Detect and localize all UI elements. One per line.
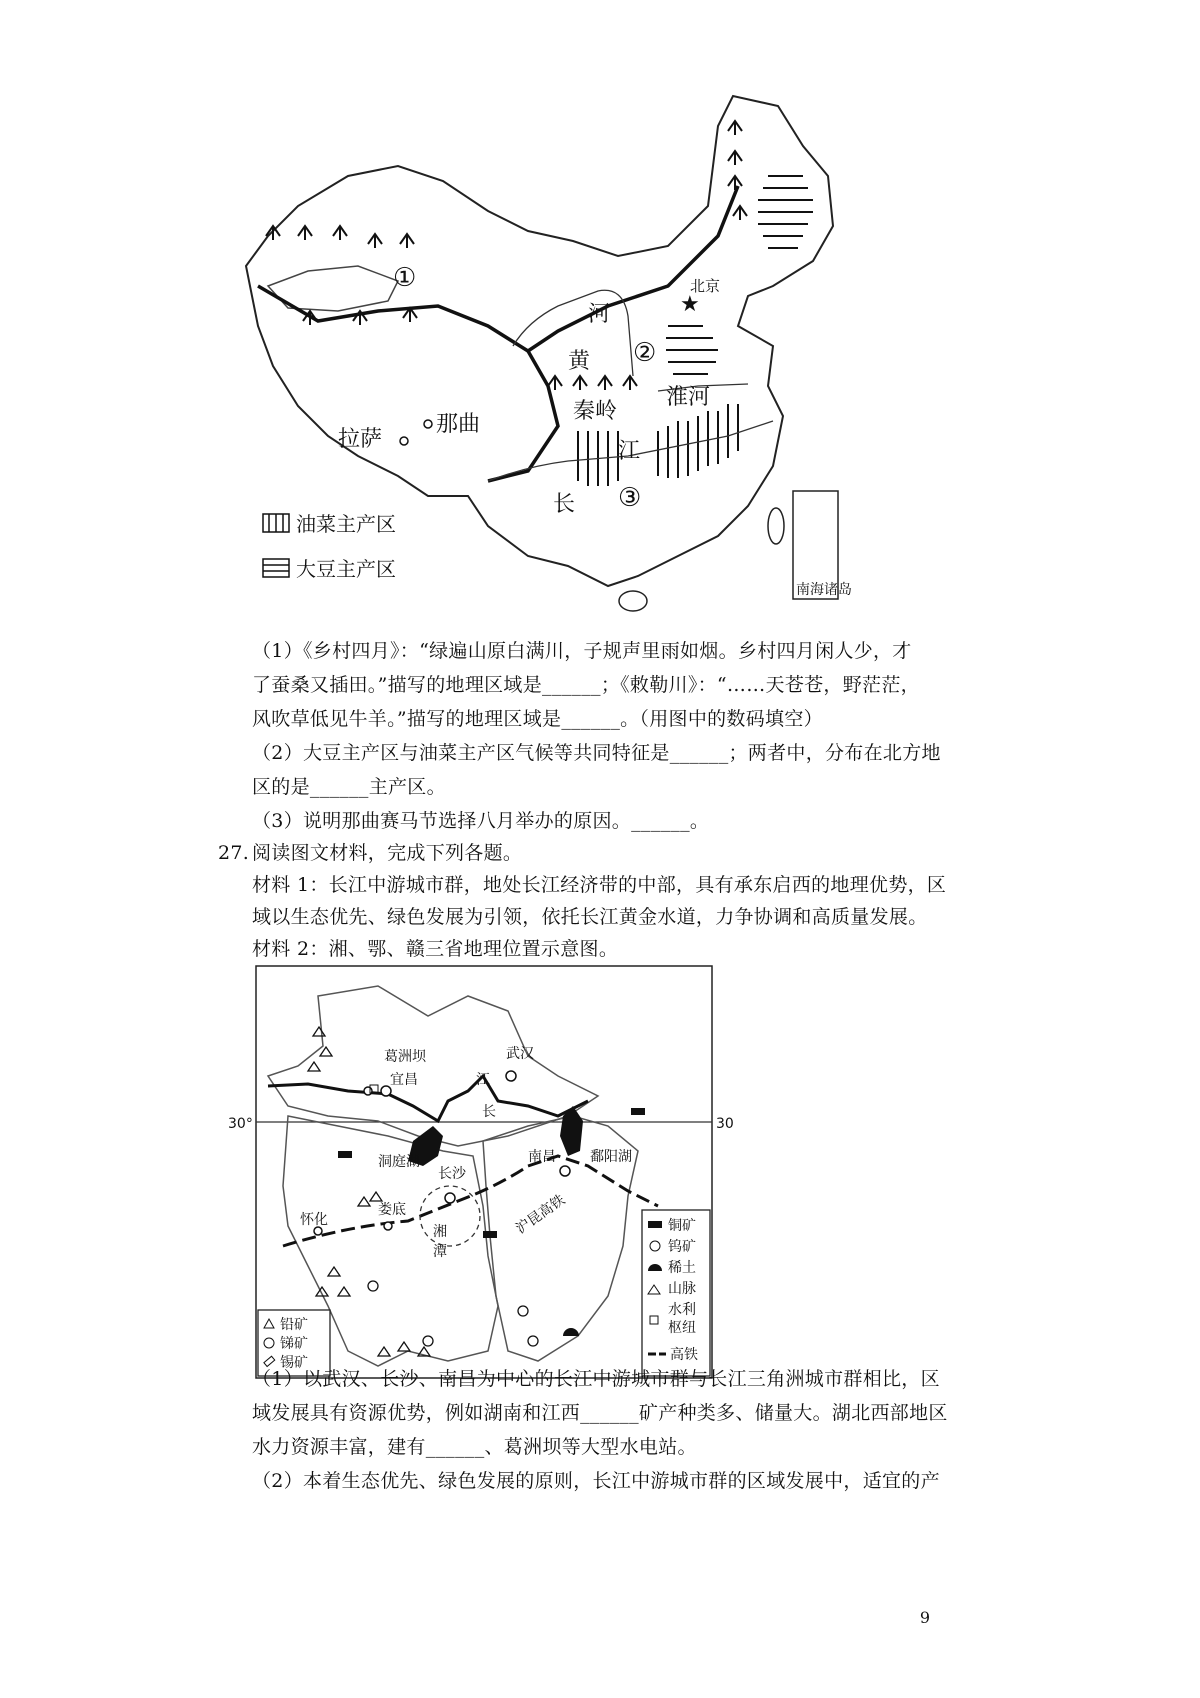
- q27-material2: 材料 2：湘、鄂、赣三省地理位置示意图。: [252, 938, 619, 960]
- lasa-label: 拉萨: [338, 427, 383, 452]
- copper-mine-icon: [631, 1108, 645, 1115]
- huang-label: 黄: [568, 349, 591, 374]
- q26-part1-line2: 了蚕桑又插田。”描写的地理区域是______；《敕勒川》：“……天苍苍，野茫茫，: [252, 674, 920, 696]
- legend-soybean-label: 大豆主产区: [296, 557, 396, 581]
- tungsten-mine-icons: [368, 1281, 538, 1346]
- q27-part1-line1: （1）以武汉、长沙、南昌为中心的长江中游城市群与长江三角洲城市群相比，区: [252, 1368, 940, 1390]
- legend-mountain-label: 山脉: [668, 1281, 696, 1297]
- tibet-line: [488, 351, 558, 481]
- changsha-label: 长沙: [438, 1166, 466, 1182]
- gezhouba-label: 葛洲坝: [384, 1049, 426, 1065]
- huaihua-label: 怀化: [300, 1212, 328, 1228]
- nanchang-city-icon: [560, 1166, 570, 1176]
- q26-part3-line1: （3）说明那曲赛马节选择八月举办的原因。______。: [252, 810, 710, 832]
- wuhan-label: 武汉: [506, 1046, 534, 1062]
- hukun-label: 沪昆高铁: [513, 1192, 569, 1238]
- legend-tungsten-label: 钨矿: [668, 1239, 696, 1255]
- changsha-city-icon: [445, 1193, 455, 1203]
- map2-legend-right: [642, 1210, 710, 1376]
- map1-legend: [263, 512, 396, 581]
- region-2-label: ②: [633, 338, 657, 368]
- q26-part2-line2: 区的是______主产区。: [252, 776, 446, 798]
- loudi-label: 娄底: [378, 1202, 406, 1218]
- hukun-hsr-line: [283, 1156, 658, 1246]
- yangtze-river: [268, 1076, 588, 1121]
- soybean-area-northeast: [758, 176, 813, 248]
- yichang-label: 宜昌: [390, 1072, 418, 1088]
- naqu-label: 那曲: [436, 412, 481, 437]
- region-1-label: ①: [393, 263, 417, 293]
- copper-mine-icon: [338, 1151, 352, 1158]
- qinling-label: 秦岭: [573, 399, 618, 424]
- beijing-label: 北京: [690, 277, 721, 295]
- rare-earth-icon: [563, 1328, 579, 1336]
- inset-label: 南海诸岛: [796, 582, 852, 598]
- legend-lead-label: 铅矿: [280, 1317, 308, 1333]
- chang-label: 长: [553, 492, 576, 517]
- legend-tin-label: 锡矿: [280, 1355, 308, 1371]
- legend-rare-earth-label: 稀土: [668, 1260, 696, 1276]
- huaihe-label: 淮河: [666, 385, 711, 410]
- nanchang-label: 南昌: [528, 1149, 556, 1165]
- q27-part1-line3: 水力资源丰富，建有______、葛洲坝等大型水电站。: [252, 1436, 697, 1458]
- tan-label: 潭: [433, 1244, 447, 1260]
- taiwan-island: [768, 508, 784, 544]
- legend-water2-label: 枢纽: [668, 1320, 696, 1336]
- q26-part2-line1: （2）大豆主产区与油菜主产区气候等共同特征是______；两者中，分布在北方地: [252, 742, 941, 764]
- legend-hsr-label: 高铁: [670, 1347, 698, 1363]
- soybean-area-north-china: [666, 326, 718, 374]
- beijing-star-icon: ★: [680, 292, 700, 317]
- q27-intro: 阅读图文材料，完成下列各题。: [252, 842, 523, 864]
- jiang-label: 江: [476, 1072, 490, 1088]
- he-label: 河: [588, 302, 611, 327]
- xiang-label: 湘: [433, 1224, 447, 1240]
- legend-copper-label: 铜矿: [668, 1218, 696, 1234]
- q26-part1-line1: （1）《乡村四月》：“绿遍山原白满川，子规声里雨如烟。乡村四月闲人少，才: [252, 640, 912, 662]
- page-number: 9: [919, 1608, 930, 1627]
- legend-antimony-label: 锑矿: [280, 1336, 308, 1352]
- copper-mine-icon: [483, 1231, 497, 1238]
- q26-part1-line3: 风吹草低见牛羊。”描写的地理区域是______。（用图中的数码填空）: [252, 708, 823, 730]
- huaihua-city-icon: [314, 1227, 322, 1235]
- legend-rapeseed-label: 油菜主产区: [296, 512, 396, 536]
- chang-label: 长: [482, 1104, 496, 1120]
- legend-water1-label: 水利: [668, 1302, 696, 1318]
- q27-number: 27.: [218, 842, 250, 864]
- wuhan-city-icon: [506, 1071, 516, 1081]
- q27-material1-line1: 材料 1：长江中游城市群，地处长江经济带的中部，具有承东启西的地理优势，区: [252, 874, 947, 896]
- lat-right-label: 30: [716, 1116, 734, 1132]
- gezhouba-dam-icon: [364, 1087, 372, 1095]
- poyang-label: 鄱阳湖: [590, 1149, 632, 1165]
- lat-left-label: 30°: [228, 1116, 253, 1132]
- naqu-city-icon: [424, 420, 432, 428]
- q27-material1-line2: 域以生态优先、绿色发展为引领，依托长江黄金水道，力争协调和高质量发展。: [252, 906, 928, 928]
- lasa-city-icon: [400, 437, 408, 445]
- three-provinces-map: [228, 966, 738, 1386]
- hainan-island: [619, 591, 647, 611]
- loudi-city-icon: [384, 1222, 392, 1230]
- dongting-label: 洞庭湖: [378, 1154, 420, 1170]
- q27-part1-line2: 域发展具有资源优势，例如湖南和江西______矿产种类多、储量大。湖北西部地区: [252, 1402, 948, 1424]
- q27-part2-line1: （2）本着生态优先、绿色发展的原则，长江中游城市群的区域发展中，适宜的产: [252, 1470, 940, 1492]
- region-3-label: ③: [618, 483, 642, 513]
- jiang-label: 江: [618, 439, 641, 464]
- china-crop-map: [228, 86, 852, 606]
